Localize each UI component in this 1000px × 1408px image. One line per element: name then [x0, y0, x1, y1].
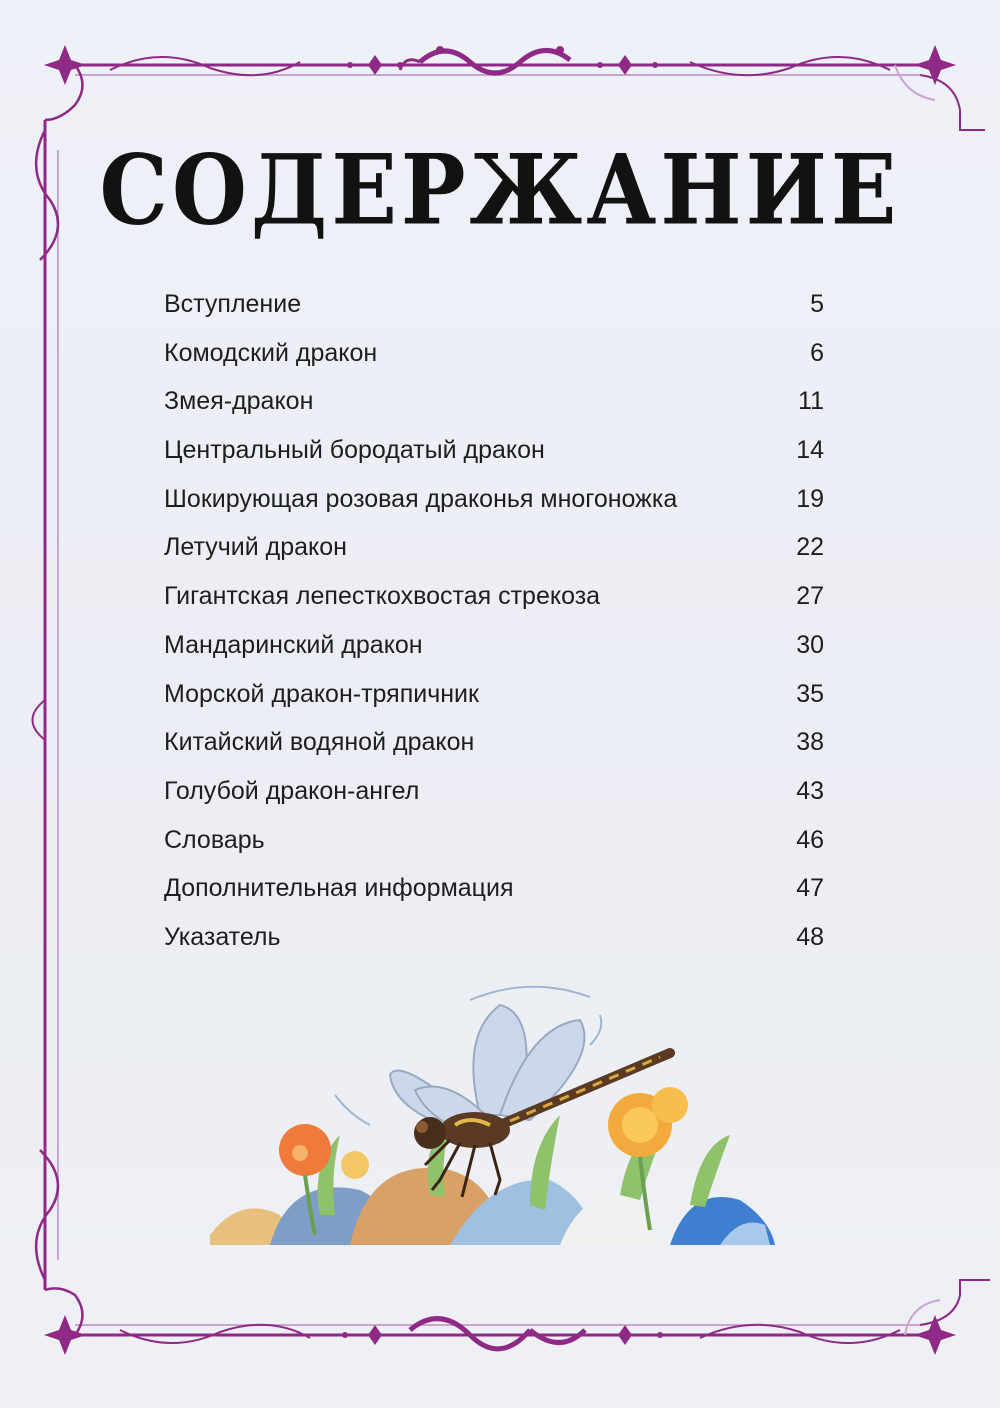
toc-item-page: 43: [796, 776, 824, 805]
toc-item-label: Вступление: [164, 290, 302, 318]
toc-item[interactable]: [164, 485, 824, 534]
toc-item-page: 5: [810, 290, 824, 318]
page-title: СОДЕРЖАНИЕ: [99, 133, 901, 248]
toc-item-label: Указатель: [164, 922, 281, 951]
toc-item[interactable]: [164, 923, 824, 972]
toc-item[interactable]: [164, 826, 824, 875]
toc-item-page: 47: [796, 874, 824, 903]
toc-item[interactable]: [164, 680, 824, 729]
toc-item-page: 35: [796, 679, 824, 708]
toc-item[interactable]: [164, 874, 824, 923]
toc-item-page: 14: [796, 436, 824, 465]
toc-item-page: 22: [796, 533, 824, 562]
toc-item-page: 38: [796, 728, 824, 757]
toc-item[interactable]: [164, 290, 824, 339]
toc-item[interactable]: [164, 339, 824, 388]
toc-item-page: 46: [796, 825, 824, 854]
toc-item[interactable]: [164, 631, 824, 680]
toc-item[interactable]: [164, 777, 824, 826]
dragonfly-illustration: [200, 975, 800, 1275]
toc-item-label: Мандаринский дракон: [164, 630, 423, 659]
toc-item-label: Комодский дракон: [164, 338, 378, 367]
toc-item[interactable]: [164, 436, 824, 485]
toc-item-label: Словарь: [164, 825, 265, 854]
toc-item[interactable]: [164, 387, 824, 436]
toc-item[interactable]: [164, 728, 824, 777]
toc-item-label: Гигантская лепесткохвостая стрекоза: [164, 582, 601, 611]
table-of-contents: [164, 290, 824, 972]
toc-item-label: Дополнительная информация: [164, 874, 514, 903]
toc-item-label: Змея-дракон: [164, 387, 314, 416]
toc-item[interactable]: [164, 533, 824, 582]
toc-item-page: 27: [796, 582, 824, 611]
toc-item-page: 11: [798, 387, 824, 416]
toc-item-label: Голубой дракон-ангел: [164, 776, 420, 805]
toc-item-page: 6: [810, 338, 824, 367]
toc-item[interactable]: [164, 582, 824, 631]
toc-item-page: 19: [796, 484, 824, 513]
toc-item-label: Китайский водяной дракон: [164, 728, 475, 757]
toc-item-label: Летучий дракон: [164, 533, 347, 562]
toc-item-page: 30: [796, 630, 824, 659]
toc-item-page: 48: [796, 922, 824, 951]
toc-item-label: Шокирующая розовая драконья многоножка: [164, 484, 678, 513]
toc-item-label: Морской дракон-тряпичник: [164, 679, 479, 708]
toc-item-label: Центральный бородатый дракон: [164, 436, 545, 465]
